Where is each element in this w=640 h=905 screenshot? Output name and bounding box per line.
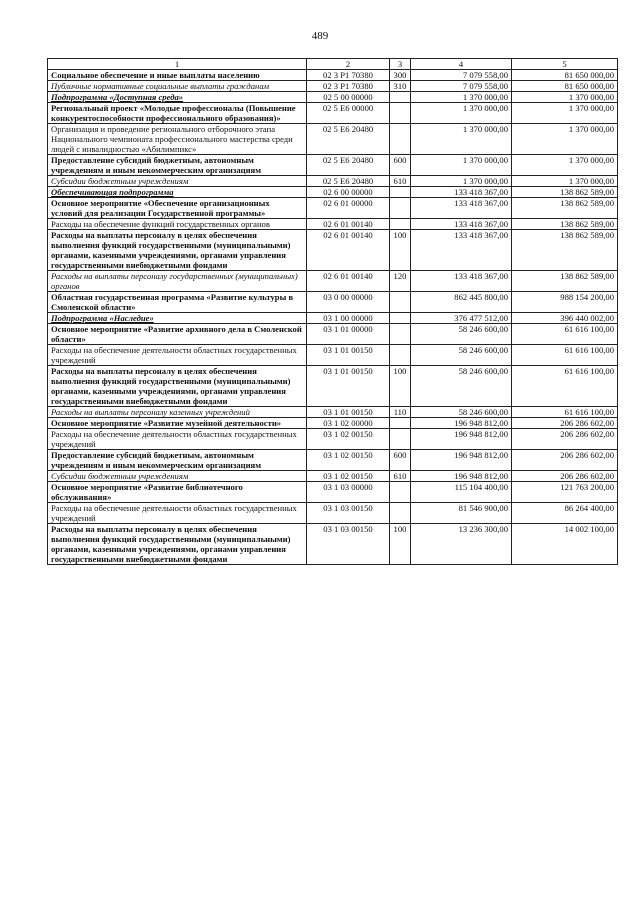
row-expense-type-cell: 300 <box>390 70 411 81</box>
row-name-cell: Социальное обеспечение и иные выплаты населению <box>48 70 307 81</box>
row-name-cell: Основное мероприятие «Развитие архивного дела в Смоленской области» <box>48 324 307 345</box>
row-name-cell: Расходы на обеспечение функций государственных органов <box>48 219 307 230</box>
table-row <box>48 103 618 124</box>
table-row <box>48 366 618 407</box>
row-amount-year2-cell: 1 370 000,00 <box>512 124 618 155</box>
row-amount-year1-cell: 13 236 300,00 <box>411 524 512 565</box>
table-row <box>48 124 618 155</box>
row-name-cell: Расходы на выплаты персоналу в целях обеспечения выполнения функций государственными (муниципальными) органами, казенными учреждениями, органами управления государственными внебюджетными фондами <box>48 230 307 271</box>
row-name-cell: Организация и проведение регионального отборочного этапа Национального чемпионата профессионального мастерства среди людей с инвалидностью «Абилимпикс» <box>48 124 307 155</box>
row-code-cell: 03 1 01 00150 <box>307 345 390 366</box>
row-code-cell: 03 1 02 00150 <box>307 450 390 471</box>
row-expense-type-cell <box>390 124 411 155</box>
column-number-row <box>48 59 618 70</box>
row-amount-year1-cell: 376 477 512,00 <box>411 313 512 324</box>
table-row <box>48 198 618 219</box>
row-amount-year2-cell: 121 763 200,00 <box>512 482 618 503</box>
table-row <box>48 219 618 230</box>
row-expense-type-cell <box>390 503 411 524</box>
column-number: 4 <box>411 59 512 70</box>
row-amount-year2-cell: 138 862 589,00 <box>512 219 618 230</box>
row-expense-type-cell: 110 <box>390 407 411 418</box>
row-amount-year1-cell: 58 246 600,00 <box>411 324 512 345</box>
row-expense-type-cell: 310 <box>390 81 411 92</box>
row-name-cell: Предоставление субсидий бюджетным, автономным учреждениям и иным некоммерческим организациям <box>48 450 307 471</box>
row-code-cell: 03 1 01 00150 <box>307 366 390 407</box>
row-amount-year2-cell: 14 002 100,00 <box>512 524 618 565</box>
row-name-cell: Подпрограмма «Наследие» <box>48 313 307 324</box>
table-row <box>48 324 618 345</box>
table-row <box>48 429 618 450</box>
row-code-cell: 02 6 01 00140 <box>307 271 390 292</box>
row-amount-year1-cell: 115 104 400,00 <box>411 482 512 503</box>
row-code-cell: 02 3 P1 70380 <box>307 81 390 92</box>
row-code-cell: 03 0 00 00000 <box>307 292 390 313</box>
table-row <box>48 450 618 471</box>
row-name-cell: Обеспечивающая подпрограмма <box>48 187 307 198</box>
row-amount-year2-cell: 86 264 400,00 <box>512 503 618 524</box>
row-expense-type-cell: 610 <box>390 471 411 482</box>
row-amount-year2-cell: 1 370 000,00 <box>512 176 618 187</box>
row-amount-year1-cell: 58 246 600,00 <box>411 407 512 418</box>
row-code-cell: 02 5 E6 20480 <box>307 176 390 187</box>
row-amount-year1-cell: 7 079 558,00 <box>411 81 512 92</box>
row-code-cell: 02 5 00 00000 <box>307 92 390 103</box>
row-code-cell: 03 1 02 00150 <box>307 471 390 482</box>
table-row <box>48 271 618 292</box>
budget-table <box>47 58 618 565</box>
row-expense-type-cell: 100 <box>390 524 411 565</box>
row-amount-year1-cell: 58 246 600,00 <box>411 345 512 366</box>
row-amount-year2-cell: 61 616 100,00 <box>512 407 618 418</box>
table-row <box>48 524 618 565</box>
row-amount-year1-cell: 196 948 812,00 <box>411 471 512 482</box>
table-row <box>48 471 618 482</box>
row-code-cell: 03 1 02 00000 <box>307 418 390 429</box>
row-code-cell: 02 6 00 00000 <box>307 187 390 198</box>
row-code-cell: 02 3 P1 70380 <box>307 70 390 81</box>
row-expense-type-cell <box>390 429 411 450</box>
row-expense-type-cell: 100 <box>390 230 411 271</box>
column-number: 1 <box>48 59 307 70</box>
row-amount-year2-cell: 1 370 000,00 <box>512 103 618 124</box>
row-amount-year1-cell: 196 948 812,00 <box>411 450 512 471</box>
row-amount-year2-cell: 61 616 100,00 <box>512 345 618 366</box>
row-name-cell: Расходы на выплаты персоналу казенных учреждений <box>48 407 307 418</box>
table-row <box>48 345 618 366</box>
row-amount-year2-cell: 206 286 602,00 <box>512 450 618 471</box>
row-expense-type-cell <box>390 345 411 366</box>
row-name-cell: Расходы на обеспечение деятельности областных государственных учреждений <box>48 503 307 524</box>
row-expense-type-cell <box>390 92 411 103</box>
table-row <box>48 292 618 313</box>
row-amount-year2-cell: 61 616 100,00 <box>512 366 618 407</box>
row-name-cell: Расходы на выплаты персоналу в целях обеспечения выполнения функций государственными (муниципальными) органами, казенными учреждениями, органами управления государственными внебюджетными фондами <box>48 524 307 565</box>
row-code-cell: 03 1 02 00150 <box>307 429 390 450</box>
row-code-cell: 02 6 01 00000 <box>307 198 390 219</box>
row-name-cell: Основное мероприятие «Обеспечение организационных условий для реализации Государственной программы» <box>48 198 307 219</box>
row-code-cell: 02 6 01 00140 <box>307 219 390 230</box>
row-amount-year1-cell: 196 948 812,00 <box>411 418 512 429</box>
row-amount-year1-cell: 1 370 000,00 <box>411 124 512 155</box>
row-expense-type-cell: 100 <box>390 366 411 407</box>
column-number: 3 <box>390 59 411 70</box>
row-expense-type-cell: 600 <box>390 450 411 471</box>
row-amount-year2-cell: 138 862 589,00 <box>512 271 618 292</box>
table-body <box>48 70 618 565</box>
row-name-cell: Расходы на обеспечение деятельности областных государственных учреждений <box>48 429 307 450</box>
table-row <box>48 230 618 271</box>
row-name-cell: Субсидии бюджетным учреждениям <box>48 176 307 187</box>
row-expense-type-cell <box>390 198 411 219</box>
row-amount-year1-cell: 133 418 367,00 <box>411 219 512 230</box>
table-row <box>48 81 618 92</box>
row-code-cell: 02 5 E6 00000 <box>307 103 390 124</box>
row-amount-year1-cell: 1 370 000,00 <box>411 155 512 176</box>
column-number: 2 <box>307 59 390 70</box>
row-amount-year2-cell: 138 862 589,00 <box>512 230 618 271</box>
row-amount-year2-cell: 138 862 589,00 <box>512 187 618 198</box>
table-row <box>48 187 618 198</box>
table-row <box>48 176 618 187</box>
row-code-cell: 03 1 01 00000 <box>307 324 390 345</box>
row-code-cell: 02 5 E6 20480 <box>307 124 390 155</box>
row-amount-year1-cell: 1 370 000,00 <box>411 103 512 124</box>
row-code-cell: 02 5 E6 20480 <box>307 155 390 176</box>
row-amount-year1-cell: 81 546 900,00 <box>411 503 512 524</box>
row-amount-year2-cell: 206 286 602,00 <box>512 471 618 482</box>
row-amount-year1-cell: 133 418 367,00 <box>411 230 512 271</box>
row-amount-year2-cell: 1 370 000,00 <box>512 155 618 176</box>
row-name-cell: Региональный проект «Молодые профессионалы (Повышение конкурентоспособности профессионального образования)» <box>48 103 307 124</box>
row-name-cell: Областная государственная программа «Развитие культуры в Смоленской области» <box>48 292 307 313</box>
table-row <box>48 482 618 503</box>
row-name-cell: Предоставление субсидий бюджетным, автономным учреждениям и иным некоммерческим организациям <box>48 155 307 176</box>
row-expense-type-cell <box>390 324 411 345</box>
row-amount-year2-cell: 206 286 602,00 <box>512 429 618 450</box>
table-row <box>48 92 618 103</box>
row-expense-type-cell <box>390 418 411 429</box>
row-name-cell: Основное мероприятие «Развитие музейной деятельности» <box>48 418 307 429</box>
row-name-cell: Основное мероприятие «Развитие библиотечного обслуживания» <box>48 482 307 503</box>
row-amount-year2-cell: 396 440 002,00 <box>512 313 618 324</box>
table-row <box>48 418 618 429</box>
row-code-cell: 03 1 03 00150 <box>307 503 390 524</box>
table-row <box>48 155 618 176</box>
row-amount-year1-cell: 1 370 000,00 <box>411 176 512 187</box>
row-name-cell: Публичные нормативные социальные выплаты гражданам <box>48 81 307 92</box>
row-amount-year2-cell: 61 616 100,00 <box>512 324 618 345</box>
row-code-cell: 02 6 01 00140 <box>307 230 390 271</box>
row-name-cell: Расходы на выплаты персоналу в целях обеспечения выполнения функций государственными (муниципальными) органами, казенными учреждениями, органами управления государственными внебюджетными фондами <box>48 366 307 407</box>
table-row <box>48 313 618 324</box>
row-amount-year1-cell: 133 418 367,00 <box>411 271 512 292</box>
row-amount-year1-cell: 58 246 600,00 <box>411 366 512 407</box>
row-expense-type-cell <box>390 103 411 124</box>
row-amount-year2-cell: 81 650 000,00 <box>512 70 618 81</box>
row-amount-year2-cell: 138 862 589,00 <box>512 198 618 219</box>
row-amount-year1-cell: 133 418 367,00 <box>411 198 512 219</box>
row-amount-year1-cell: 1 370 000,00 <box>411 92 512 103</box>
row-expense-type-cell: 610 <box>390 176 411 187</box>
row-amount-year1-cell: 7 079 558,00 <box>411 70 512 81</box>
row-expense-type-cell: 600 <box>390 155 411 176</box>
row-code-cell: 03 1 03 00150 <box>307 524 390 565</box>
row-expense-type-cell <box>390 219 411 230</box>
row-code-cell: 03 1 01 00150 <box>307 407 390 418</box>
row-name-cell: Подпрограмма «Доступная среда» <box>48 92 307 103</box>
row-expense-type-cell <box>390 292 411 313</box>
row-amount-year2-cell: 1 370 000,00 <box>512 92 618 103</box>
row-amount-year1-cell: 133 418 367,00 <box>411 187 512 198</box>
row-name-cell: Субсидии бюджетным учреждениям <box>48 471 307 482</box>
row-expense-type-cell: 120 <box>390 271 411 292</box>
row-amount-year2-cell: 988 154 200,00 <box>512 292 618 313</box>
row-expense-type-cell <box>390 313 411 324</box>
row-amount-year2-cell: 81 650 000,00 <box>512 81 618 92</box>
row-code-cell: 03 1 03 00000 <box>307 482 390 503</box>
row-amount-year2-cell: 206 286 602,00 <box>512 418 618 429</box>
row-amount-year1-cell: 862 445 800,00 <box>411 292 512 313</box>
table-row <box>48 70 618 81</box>
row-name-cell: Расходы на обеспечение деятельности областных государственных учреждений <box>48 345 307 366</box>
row-code-cell: 03 1 00 00000 <box>307 313 390 324</box>
row-expense-type-cell <box>390 482 411 503</box>
table-row <box>48 503 618 524</box>
row-name-cell: Расходы на выплаты персоналу государственных (муниципальных) органов <box>48 271 307 292</box>
row-amount-year1-cell: 196 948 812,00 <box>411 429 512 450</box>
row-expense-type-cell <box>390 187 411 198</box>
table-row <box>48 407 618 418</box>
column-number: 5 <box>512 59 618 70</box>
page-number: 489 <box>311 30 329 42</box>
